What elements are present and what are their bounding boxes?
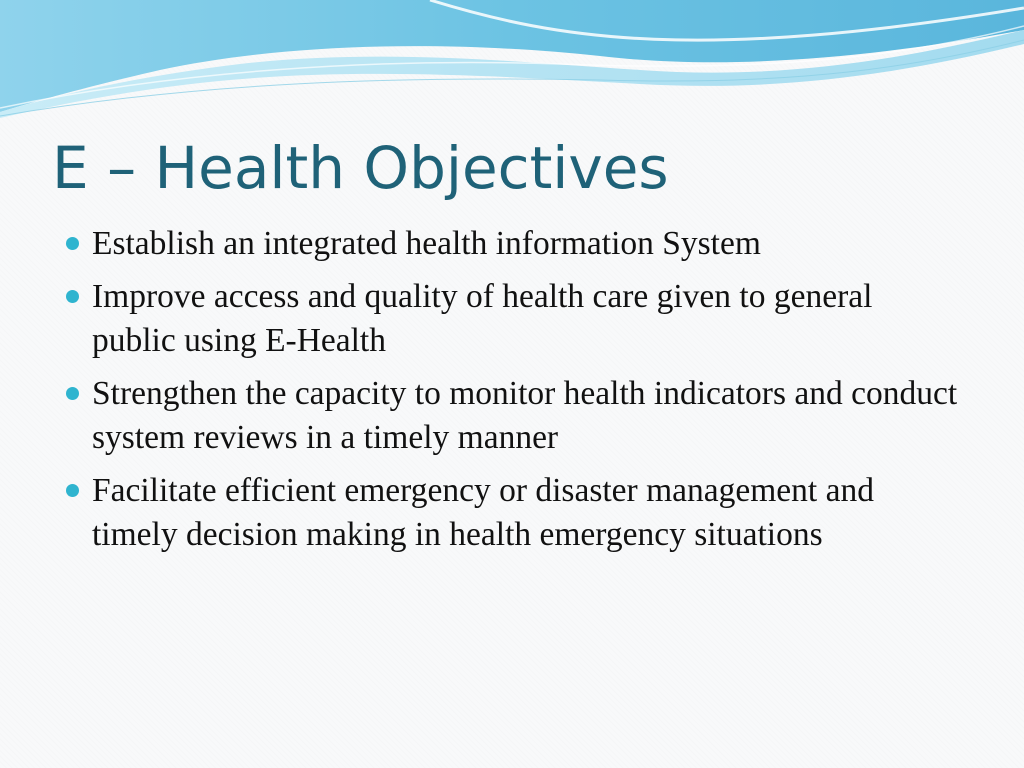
bullet-icon: [66, 387, 79, 400]
slide-title: E – Health Objectives: [52, 134, 669, 202]
list-item: [62, 222, 962, 266]
header-wave-decoration: [0, 0, 1024, 130]
bullet-icon: [66, 237, 79, 250]
list-item: [62, 372, 962, 460]
bullet-text: Improve access and quality of health care given to general public using E-Health: [92, 278, 873, 359]
bullet-text: Facilitate efficient emergency or disaster management and timely decision making in health emergency situations: [92, 472, 874, 553]
bullet-text: Establish an integrated health information System: [92, 225, 761, 262]
list-item: [62, 469, 962, 557]
list-item: [62, 275, 962, 363]
bullet-icon: [66, 484, 79, 497]
objectives-list: [62, 222, 962, 566]
bullet-icon: [66, 290, 79, 303]
bullet-text: Strengthen the capacity to monitor health indicators and conduct system reviews in a timely manner: [92, 375, 958, 456]
